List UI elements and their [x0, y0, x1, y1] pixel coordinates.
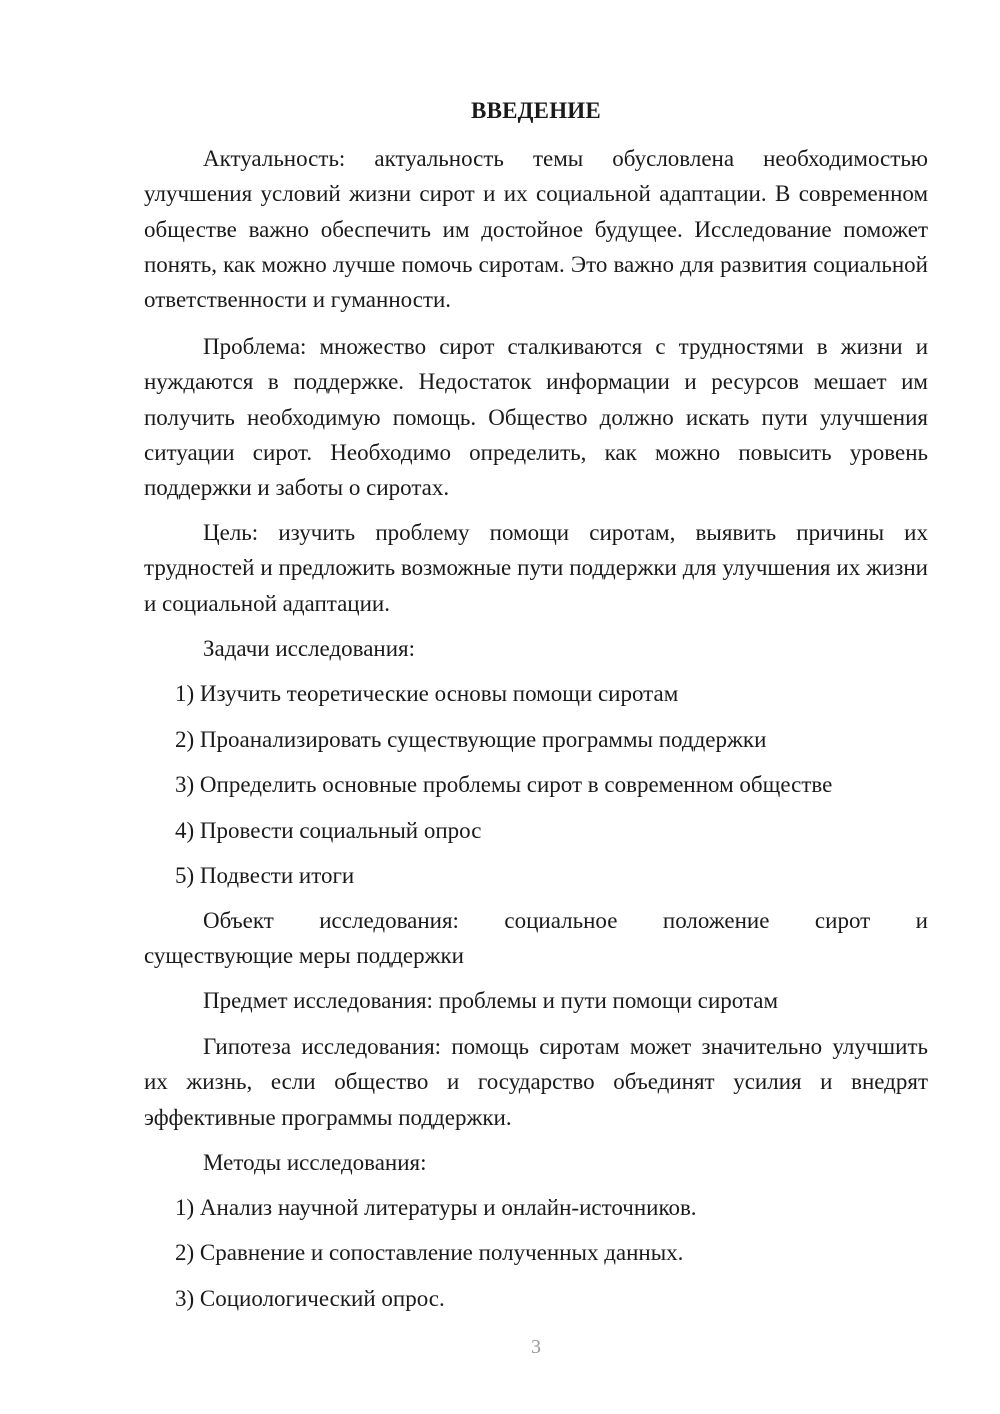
- problem-paragraph: Проблема: множество сирот сталкиваются с трудностями в жизни и нуждаются в поддержке. Недостаток информации и ресурсов мешает им получить необходимую помощь. Общество должно искать пути улучшения ситуации сирот. Необходимо определить, как можно повысить уровень поддержки и заботы о сиротах.: [144, 334, 928, 501]
- goal-paragraph-block: [144, 515, 928, 621]
- hypothesis-paragraph-block: [144, 1029, 928, 1135]
- tasks-heading: Задачи исследования:: [203, 636, 416, 661]
- subject-paragraph: Предмет исследования: проблемы и пути помощи сиротам: [203, 988, 779, 1013]
- task-item: 4) Провести социальный опрос: [175, 818, 482, 843]
- method-item: 2) Сравнение и сопоставление полученных данных.: [175, 1240, 684, 1265]
- task-item: 3) Определить основные проблемы сирот в современном обществе: [175, 772, 833, 797]
- task-item: 2) Проанализировать существующие программы поддержки: [175, 727, 767, 752]
- page-title: ВВЕДЕНИЕ: [471, 98, 601, 123]
- relevance-paragraph-block: [144, 141, 928, 317]
- goal-paragraph: Цель: изучить проблему помощи сиротам, выявить причины их трудностей и предложить возможные пути поддержки для улучшения их жизни и социальной адаптации.: [144, 520, 928, 616]
- object-line-1: Объект исследования: социальное положение сирот и: [203, 908, 928, 933]
- method-item: 1) Анализ научной литературы и онлайн-источников.: [175, 1195, 697, 1220]
- task-item: 5) Подвести итоги: [175, 863, 355, 888]
- object-line-2: существующие меры поддержки: [144, 943, 464, 968]
- problem-paragraph-block: [144, 329, 928, 505]
- method-item: 3) Социологический опрос.: [175, 1286, 445, 1311]
- methods-heading: Методы исследования:: [203, 1150, 427, 1175]
- hypothesis-paragraph: Гипотеза исследования: помощь сиротам может значительно улучшить их жизнь, если общество и государство объединят усилия и внедрят эффективные программы поддержки.: [144, 1034, 928, 1130]
- relevance-paragraph: Актуальность: актуальность темы обусловлена необходимостью улучшения условий жизни сирот и их социальной адаптации. В современном обществе важно обеспечить им достойное будущее. Исследование поможет понять, как можно лучше помочь сиротам. Это важно для развития социальной ответственности и гуманности.: [144, 146, 928, 313]
- task-item: 1) Изучить теоретические основы помощи сиротам: [175, 681, 679, 706]
- page-number: 3: [531, 1336, 541, 1358]
